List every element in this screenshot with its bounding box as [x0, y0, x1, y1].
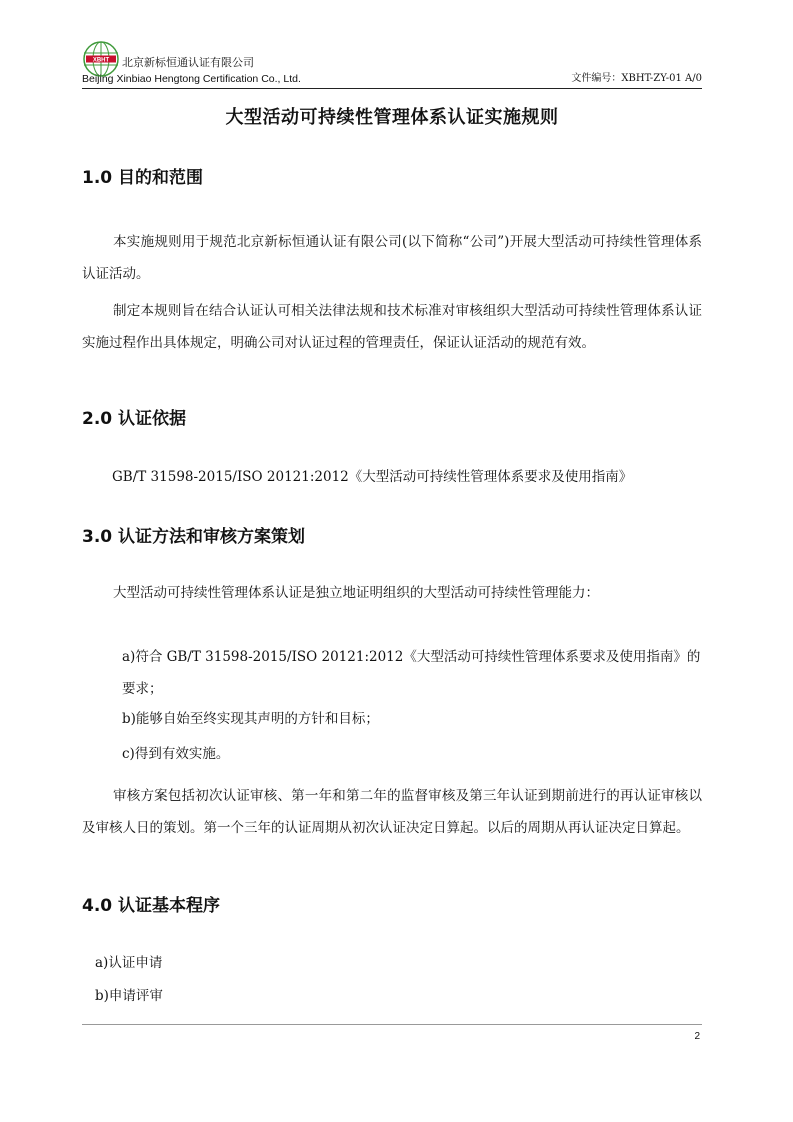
section-1-heading: 1.0 目的和范围	[82, 168, 204, 188]
certification-basis-reference: GB/T 31598-2015/ISO 20121:2012《大型活动可持续性管理体系要求及使用指南》	[112, 469, 633, 485]
logo-text: XBHT	[92, 57, 110, 64]
section-3-intro: 大型活动可持续性管理体系认证是独立地证明组织的大型活动可持续性管理能力：	[113, 585, 600, 601]
header-divider	[82, 88, 702, 89]
section-3-item-a: a)符合 GB/T 31598-2015/ISO 20121:2012《大型活动可持续性管理体系要求及使用指南》的要求；	[122, 649, 701, 697]
section-4-heading: 4.0 认证基本程序	[82, 896, 221, 916]
section-3-heading: 3.0 认证方法和审核方案策划	[82, 527, 306, 547]
page-header	[82, 40, 702, 90]
section-1-paragraph-2: 制定本规则旨在结合认证认可相关法律法规和技术标准对审核组织大型活动可持续性管理体系认证实施过程作出具体规定，明确公司对认证过程的管理责任，保证认证活动的规范有效。	[82, 303, 702, 351]
section-1-paragraph-1: 本实施规则用于规范北京新标恒通认证有限公司(以下简称“公司”)开展大型活动可持续性管理体系认证活动。	[82, 234, 702, 282]
company-name-en: Beijing Xinbiao Hengtong Certification Co., Ltd.	[82, 73, 301, 85]
document-number: 文件编号：XBHT-ZY-01 A/0	[571, 73, 702, 84]
section-3-item-c: c)得到有效实施。	[122, 746, 230, 762]
section-2-heading: 2.0 认证依据	[82, 409, 187, 429]
footer-divider	[82, 1024, 702, 1025]
company-name-cn: 北京新标恒通认证有限公司	[122, 56, 254, 69]
section-3-closing-paragraph: 审核方案包括初次认证审核、第一年和第二年的监督审核及第三年认证到期前进行的再认证审核以及审核人日的策划。第一个三年的认证周期从初次认证决定日算起。以后的周期从再认证决定日算起。	[82, 788, 702, 836]
procedure-item-b: b)申请评审	[95, 988, 163, 1004]
document-title: 大型活动可持续性管理体系认证实施规则	[225, 107, 559, 128]
procedure-item-a: a)认证申请	[95, 955, 163, 971]
page-number: 2	[694, 1031, 700, 1042]
section-3-item-b: b)能够自始至终实现其声明的方针和目标；	[122, 711, 379, 727]
